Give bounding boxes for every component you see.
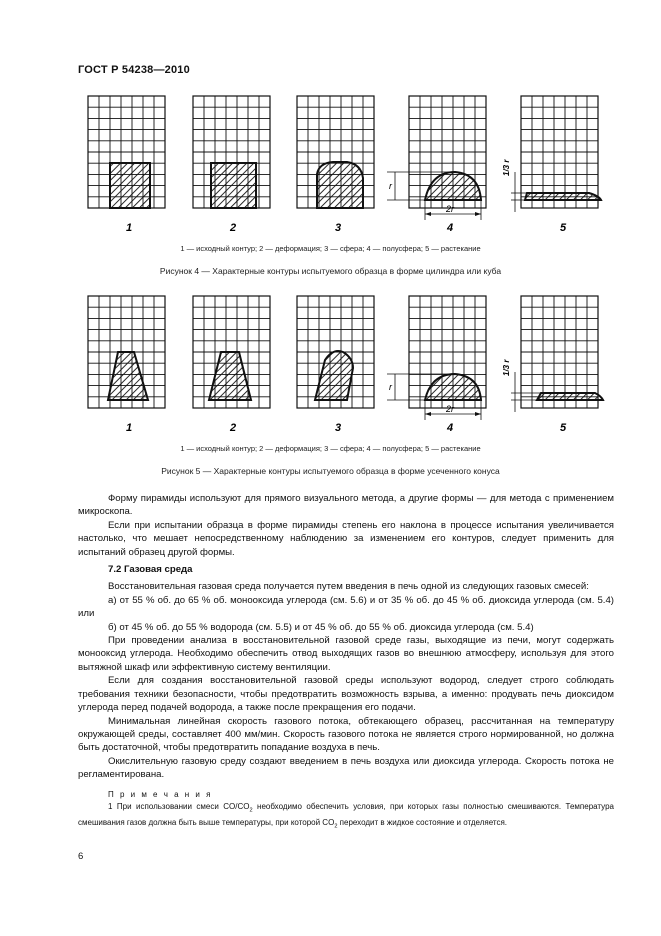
fig4-label-4: 4: [447, 222, 454, 234]
fig4-contour-4: [387, 96, 486, 220]
fig5-dim-2r: 2r: [446, 404, 455, 414]
paragraph-2: Если при испытании образца в форме пирамиды степень его наклона в процессе испытания увеличивается настолько, что мешает непосредственному наблюдению за изменением его контуров, следует применить для испытаний образец другой формы.: [78, 519, 614, 558]
note-1-part-b: необходимо обеспечить условия, при которых газы полностью смешиваются. Температура смешивания газов должна быть выше температуры, при которой CO: [78, 801, 614, 828]
fig5-dim-1-3r: 1/3 r: [502, 359, 511, 376]
paragraph-4: а) от 55 % об. до 65 % об. монооксида углерода (см. 5.6) и от 35 % об. до 45 % об. диоксида углерода (см. 5.4) или: [78, 594, 614, 620]
fig5-contour-4: [387, 296, 486, 420]
fig4-contour-3: [297, 96, 374, 208]
section-title-7-2: 7.2 Газовая среда: [108, 564, 193, 576]
notes-title: П р и м е ч а н и я: [108, 789, 213, 799]
fig5-label-1: 1: [126, 422, 133, 434]
fig4-contour-2: [193, 96, 270, 208]
fig5-label-3: 3: [335, 422, 342, 434]
fig4-dim-2r: 2r: [446, 204, 455, 214]
fig4-label-5: 5: [560, 222, 567, 234]
fig4-legend: 1 — исходный контур; 2 — деформация; 3 — сфера; 4 — полусфера; 5 — растекание: [180, 244, 481, 253]
fig4-label-1: 1: [126, 222, 133, 234]
fig5-label-2: 2: [230, 422, 237, 434]
paragraph-1: Форму пирамиды используют для прямого визуального метода, а другие формы — для метода с применением микроскопа.: [78, 493, 614, 518]
figure-5-drawing: [0, 290, 661, 440]
note-1-part-a: 1 При использовании смеси CO/CO: [108, 801, 250, 811]
paragraph-3: Восстановительная газовая среда получается путем введения в печь одной из следующих газовых смесей:: [108, 581, 589, 593]
note-1-sub-2: 2: [334, 823, 338, 830]
figure-4-drawing: [0, 90, 661, 240]
page-number: 6: [78, 851, 84, 862]
note-1: [78, 801, 614, 833]
note-1-part-c: переходит в жидкое состояние и отделяется.: [337, 818, 508, 828]
fig5-contour-2: [193, 296, 270, 408]
paragraph-8: Минимальная линейная скорость газового потока, обтекающего образец, рассчитанная на температуру окружающей среды, составляет 400 мм/мин. Скорость газового потока не является строго нормированной, но должна быть достаточной, чтобы предотвратить попадание воздуха в печь.: [78, 715, 614, 754]
fig5-contour-3: [297, 296, 374, 408]
fig4-caption: Рисунок 4 — Характерные контуры испытуемого образца в форме цилиндра или куба: [159, 266, 502, 276]
fig5-legend: 1 — исходный контур; 2 — деформация; 3 — сфера; 4 — полусфера; 5 — растекание: [180, 444, 481, 453]
fig4-contour-1: [88, 96, 165, 208]
fig5-dim-r: r: [389, 382, 392, 392]
fig5-label-4: 4: [447, 422, 454, 434]
note-1-sub: 2: [249, 807, 253, 814]
fig4-label-3: 3: [335, 222, 342, 234]
paragraph-7: Если для создания восстановительной газовой среды используют водород, следует строго соблюдать требования техники безопасности, чтобы предотвратить возможность взрыва, а именно: продувать печь диоксидом углерода перед подачей водорода, а также после прекращения его подачи.: [78, 675, 614, 714]
fig5-contour-5: [502, 296, 603, 412]
fig5-label-5: 5: [560, 422, 567, 434]
fig4-dim-r: r: [389, 181, 392, 191]
paragraph-9: Окислительную газовую среду создают введением в печь воздуха или диоксида углерода. Скорость потока не регламентирована.: [78, 755, 614, 781]
body-text: [78, 492, 614, 833]
paragraph-6: При проведении анализа в восстановительной газовой среде газы, выходящие из печи, могут содержать монооксид углерода. Необходимо обеспечить отвод выходящих газов во внешнюю атмосферу, используя для этого вытяжной шкаф или эффективную систему вентиляции.: [78, 635, 614, 673]
fig4-dim-1-3r: 1/3 r: [502, 159, 511, 176]
fig5-contour-1: [88, 296, 165, 408]
fig4-label-2: 2: [230, 222, 237, 234]
fig5-caption: Рисунок 5 — Характерные контуры испытуемого образца в форме усеченного конуса: [161, 466, 500, 476]
document-header: ГОСТ Р 54238—2010: [78, 64, 190, 76]
paragraph-5: б) от 45 % об. до 55 % водорода (см. 5.5) и от 45 % об. до 55 % об. диоксида углерода (см. 5.4): [108, 621, 534, 633]
fig4-contour-5: [502, 96, 601, 212]
